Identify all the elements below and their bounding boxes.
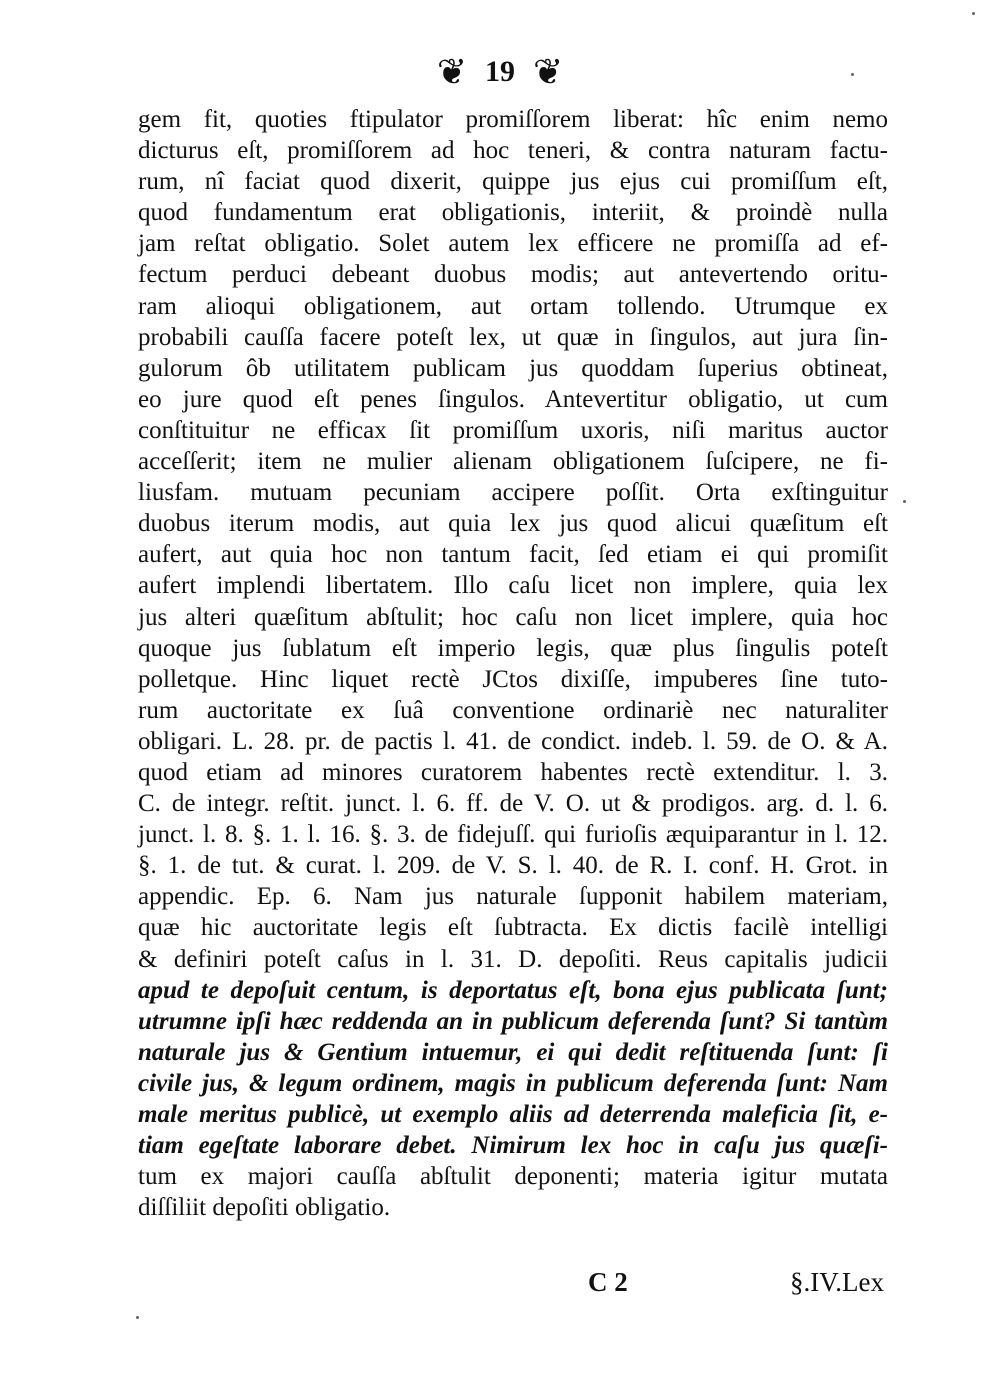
text-line: quæ hic auctoritate legis eſt ſubtracta. Ex dictis facilè intelligi [138,914,888,942]
text-line: probabili cauſſa facere poteſt lex, ut quæ in ſingulos, aut jura ſin- [138,323,888,351]
text-line: conſtituitur ne efficax ſit promiſſum uxoris, niſi maritus auctor [138,416,888,444]
text-line: & definiri poteſt caſus in l. 31. D. depoſiti. Reus capitalis judicii [138,945,888,973]
text-line: tum ex majori cauſſa abſtulit deponenti; materia igitur mutata [138,1163,888,1191]
page-footer [0,1262,1000,1302]
text-line: polletque. Hinc liquet rectè JCtos dixiſſe, impuberes ſine tuto- [138,665,888,693]
text-line: eo jure quod eſt penes ſingulos. Antevertitur obligatio, ut cum [138,385,888,413]
right-ornament-icon: ❦ [533,52,564,92]
text-line: C. de integr. reſtit. junct. l. 6. ff. de V. O. ut & prodigos. arg. d. l. 6. [138,790,888,818]
text-line: apud te depoſuit centum, is deportatus eſt, bona ejus publicata ſunt; [138,976,888,1004]
print-speck [136,1316,139,1319]
text-line: utrumne ipſi hæc reddenda an in publicum deferenda ſunt? Si tantùm [138,1007,888,1035]
text-line: gem fit, quoties ftipulator promiſſorem liberat: hîc enim nemo [138,106,888,133]
text-line: acceſſerit; item ne mulier alienam obligationem ſuſcipere, ne fi- [138,448,888,476]
print-speck [903,500,906,503]
text-line: fectum perduci debeant duobus modis; aut antevertendo oritu- [138,261,888,289]
text-line: aufert, aut quia hoc non tantum facit, ſed etiam ei qui promiſit [138,541,888,569]
page-number: 19 [485,55,515,88]
text-line: jus alteri quæſitum abſtulit; hoc caſu non licet implere, quia hoc [138,603,888,631]
print-speck [972,12,975,15]
text-line: rum, nî faciat quod dixerit, quippe jus ejus cui promiſſum eſt, [138,168,888,196]
text-line: quod etiam ad minores curatorem habentes rectè extenditur. l. 3. [138,758,888,786]
text-line: civile jus, & legum ordinem, magis in publicum deferenda ſunt: Nam [138,1069,888,1097]
text-line: rum auctoritate ex ſuâ conventione ordinariè nec naturaliter [138,696,888,724]
text-line: dicturus eſt, promiſſorem ad hoc teneri, & contra naturam factu- [138,137,888,165]
text-line: gulorum ôb utilitatem publicam jus quoddam ſuperius obtineat, [138,354,888,382]
catchword: §.IV.Lex [790,1267,884,1297]
text-line: tiam egeſtate laborare debet. Nimirum lex hoc in caſu jus quæſi- [138,1132,888,1160]
text-line: duobus iterum modis, aut quia lex jus quod alicui quæſitum eſt [138,510,888,538]
text-line: quoque jus ſublatum eſt imperio legis, quæ plus ſingulis poteſt [138,634,888,662]
text-line: diſſiliit depoſiti obligatio. [138,1194,391,1222]
text-line: male meritus publicè, ut exemplo aliis ad deterrenda maleficia ſit, e- [138,1101,888,1128]
body-text [138,104,888,1223]
text-line: §. 1. de tut. & curat. l. 209. de V. S. l. 40. de R. I. conf. H. Grot. in [138,852,888,880]
text-line: naturale jus & Gentium intuemur, ei qui dedit reſtituenda ſunt: ſi [138,1038,888,1066]
text-line: obligari. L. 28. pr. de pactis l. 41. de condict. indeb. l. 59. de O. & A. [138,727,888,755]
text-line: junct. l. 8. §. 1. l. 16. §. 3. de fidejuſſ. qui furioſis æquiparantur in l. 12. [138,821,888,849]
text-line: ram alioqui obligationem, aut ortam tollendo. Utrumque ex [138,292,888,320]
left-ornament-icon: ❦ [436,52,467,92]
text-line: appendic. Ep. 6. Nam jus naturale ſupponit habilem materiam, [138,883,888,911]
text-line: jam reſtat obligatio. Solet autem lex efficere ne promiſſa ad ef- [138,230,888,258]
page-header [0,48,1000,98]
text-line: aufert implendi libertatem. Illo caſu licet non implere, quia lex [138,572,888,600]
text-line: liusfam. mutuam pecuniam accipere poſſit. Orta exſtinguitur [138,479,888,507]
signature-mark: C 2 [588,1267,628,1297]
text-line: quod fundamentum erat obligationis, interiit, & proindè nulla [138,199,888,227]
print-speck [851,73,854,76]
